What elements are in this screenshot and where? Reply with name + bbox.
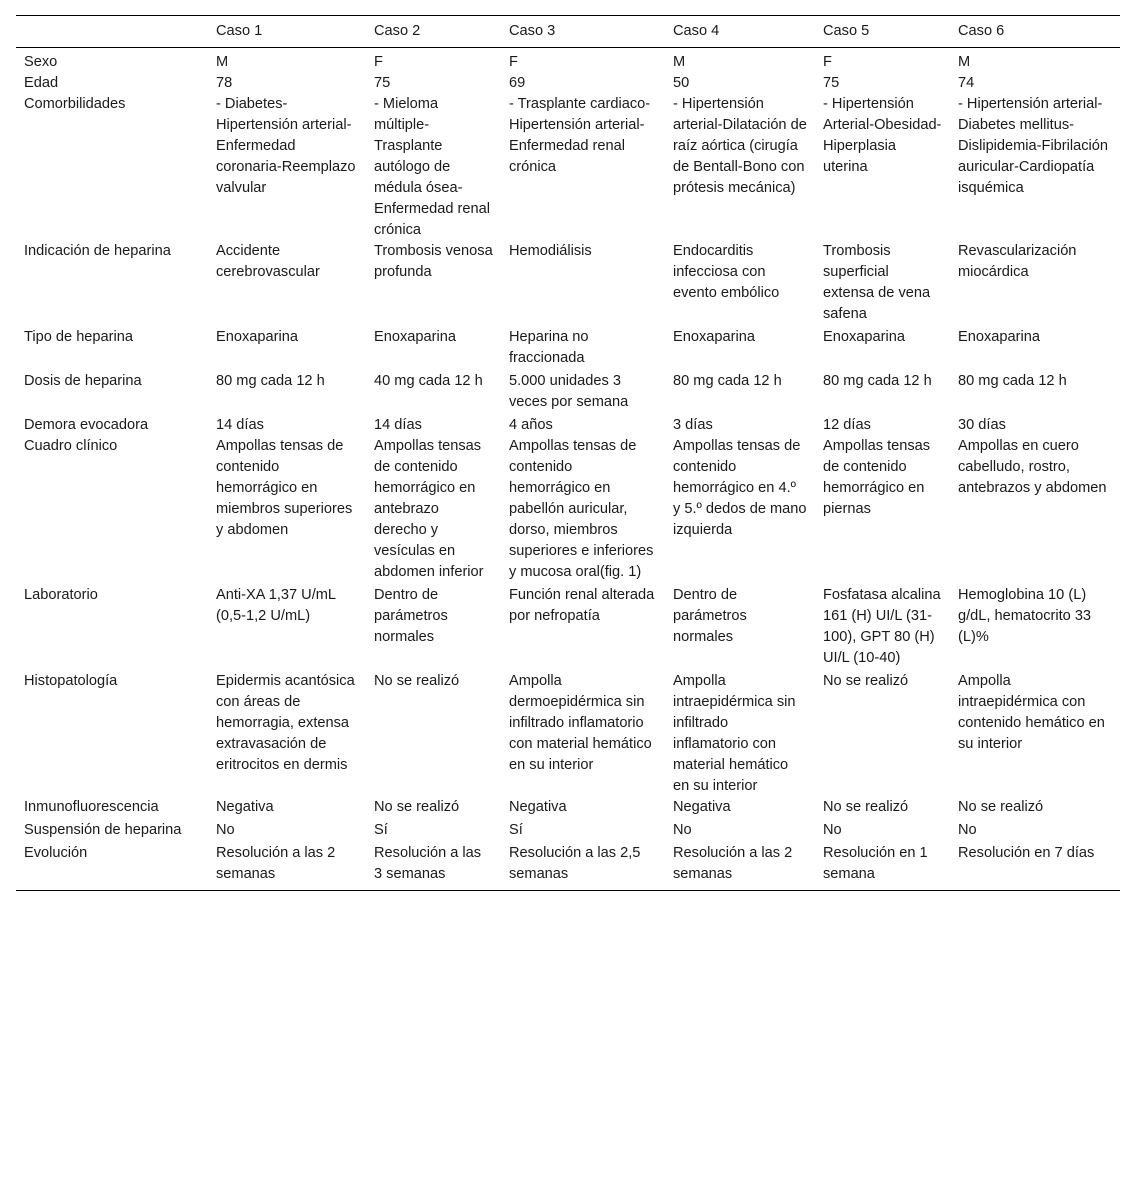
table-cell: F xyxy=(509,54,518,70)
table-cell: Resolución a las 2,5 semanas xyxy=(509,845,641,882)
table-cell: F xyxy=(823,54,832,70)
table-cell: Resolución a las 2 semanas xyxy=(673,845,793,882)
header-caso-6: Caso 6 xyxy=(958,23,1005,39)
table-cell: 75 xyxy=(823,75,840,91)
table-cell: 80 mg cada 12 h xyxy=(673,373,782,389)
row-label: Cuadro clínico xyxy=(24,438,118,454)
row-label: Edad xyxy=(24,75,59,91)
header-row xyxy=(16,16,1120,48)
table-cell: - Hipertensión Arterial-Obesidad-Hiperplasia uterina xyxy=(823,96,942,175)
table-cell: Ampollas tensas de contenido hemorrágico en 4.º y 5.º dedos de mano izquierda xyxy=(673,438,807,538)
table-cell: 80 mg cada 12 h xyxy=(216,373,325,389)
table-cell: Ampollas tensas de contenido hemorrágico en pabellón auricular, dorso, miembros superiores e inferiores y mucosa oral(fig. 1) xyxy=(509,438,654,580)
table-cell: 80 mg cada 12 h xyxy=(958,373,1067,389)
row-evolucion xyxy=(16,843,1120,891)
table-header xyxy=(16,16,1120,48)
table-cell: Trombosis superficial extensa de vena safena xyxy=(823,243,931,322)
header-caso-1: Caso 1 xyxy=(216,23,263,39)
table-cell: Ampollas en cuero cabelludo, rostro, antebrazos y abdomen xyxy=(958,438,1107,496)
table-cell: 14 días xyxy=(216,417,264,433)
row-label: Sexo xyxy=(24,54,58,70)
row-comorbilidades xyxy=(16,94,1120,241)
header-corner xyxy=(16,16,208,48)
table-cell: No se realizó xyxy=(823,799,909,815)
table-cell: - Hipertensión arterial- Diabetes mellitus-Dislipidemia-Fibrilación auricular-Cardiopatía isquémica xyxy=(958,96,1109,196)
table-cell: Heparina no fraccionada xyxy=(509,329,589,366)
table-cell: Resolución a las 3 semanas xyxy=(374,845,482,882)
table-cell: 14 días xyxy=(374,417,422,433)
table-cell: Enoxaparina xyxy=(673,329,755,345)
table-cell: 30 días xyxy=(958,417,1006,433)
table-cell: M xyxy=(958,54,971,70)
row-laboratorio xyxy=(16,585,1120,671)
table-cell: No se realizó xyxy=(958,799,1044,815)
table-cell: Negativa xyxy=(673,799,731,815)
table-body xyxy=(16,48,1120,891)
table-cell: No xyxy=(823,822,842,838)
table-cell: Sí xyxy=(509,822,523,838)
table-cell: Accidente cerebrovascular xyxy=(216,243,320,280)
table-cell: 50 xyxy=(673,75,690,91)
row-label: Demora evocadora xyxy=(24,417,149,433)
table-cell: No xyxy=(958,822,977,838)
row-indicacion xyxy=(16,241,1120,327)
table-cell: Sí xyxy=(374,822,388,838)
row-label: Histopatología xyxy=(24,673,118,689)
table-cell: 78 xyxy=(216,75,233,91)
table-cell: 3 días xyxy=(673,417,713,433)
table-cell: Fosfatasa alcalina 161 (H) UI/L (31-100), GPT 80 (H) UI/L (10-40) xyxy=(823,587,941,666)
table-cell: Enoxaparina xyxy=(823,329,905,345)
table-cell: 40 mg cada 12 h xyxy=(374,373,483,389)
row-label: Tipo de heparina xyxy=(24,329,133,345)
table-cell: No se realizó xyxy=(374,673,460,689)
table-cell: No se realizó xyxy=(823,673,909,689)
table-cell: - Hipertensión arterial-Dilatación de raíz aórtica (cirugía de Bentall-Bono con prótesis mecánica) xyxy=(673,96,807,196)
table-cell: Ampollas tensas de contenido hemorrágico en antebrazo derecho y vesículas en abdomen inferior xyxy=(374,438,484,580)
table-cell: 75 xyxy=(374,75,391,91)
table-cell: Dentro de parámetros normales xyxy=(374,587,448,645)
table-cell: Ampollas tensas de contenido hemorrágico en piernas xyxy=(823,438,931,517)
table-cell: 4 años xyxy=(509,417,553,433)
table-cell: 74 xyxy=(958,75,975,91)
row-dosis xyxy=(16,371,1120,415)
table-cell: No xyxy=(216,822,235,838)
row-sexo xyxy=(16,48,1120,74)
row-tipo-heparina xyxy=(16,327,1120,371)
header-caso-3: Caso 3 xyxy=(509,23,556,39)
table-cell: Enoxaparina xyxy=(958,329,1040,345)
row-inmunofluorescencia xyxy=(16,797,1120,820)
table-cell: M xyxy=(216,54,229,70)
table-cell: Endocarditis infecciosa con evento embólico xyxy=(673,243,780,301)
table-cell: Enoxaparina xyxy=(374,329,456,345)
table-cell: Epidermis acantósica con áreas de hemorragia, extensa extravasación de eritrocitos en dermis xyxy=(216,673,355,773)
table-cell: - Diabetes-Hipertensión arterial-Enfermedad coronaria-Reemplazo valvular xyxy=(216,96,356,196)
table-cell: Dentro de parámetros normales xyxy=(673,587,747,645)
table-cell: Ampolla intraepidérmica sin infiltrado inflamatorio con material hemático en su interior xyxy=(673,673,796,794)
table-cell: Hemoglobina 10 (L) g/dL, hematocrito 33 (L)% xyxy=(958,587,1092,645)
row-demora xyxy=(16,415,1120,436)
table-cell: - Mieloma múltiple-Trasplante autólogo de médula ósea-Enfermedad renal crónica xyxy=(374,96,491,238)
table-cell: Resolución a las 2 semanas xyxy=(216,845,336,882)
table-cell: 5.000 unidades 3 veces por semana xyxy=(509,373,629,410)
table-cell: Ampolla intraepidérmica con contenido hemático en su interior xyxy=(958,673,1105,752)
table-cell: Revascularización miocárdica xyxy=(958,243,1077,280)
case-comparison-table xyxy=(16,15,1120,891)
table-cell: Ampolla dermoepidérmica sin infiltrado inflamatorio con material hemático en su interior xyxy=(509,673,652,773)
header-caso-2: Caso 2 xyxy=(374,23,421,39)
table-cell: Hemodiálisis xyxy=(509,243,592,259)
table-cell: Trombosis venosa profunda xyxy=(374,243,493,280)
row-label: Inmunofluorescencia xyxy=(24,799,159,815)
row-label: Dosis de heparina xyxy=(24,373,142,389)
table-cell: F xyxy=(374,54,383,70)
table-cell: Resolución en 1 semana xyxy=(823,845,928,882)
table-cell: Anti-XA 1,37 U/mL (0,5-1,2 U/mL) xyxy=(216,587,336,624)
row-histopatologia xyxy=(16,671,1120,797)
table-cell: Resolución en 7 días xyxy=(958,845,1095,861)
table-cell: 80 mg cada 12 h xyxy=(823,373,932,389)
row-suspension xyxy=(16,820,1120,843)
row-cuadro-clinico xyxy=(16,436,1120,585)
table-cell: No se realizó xyxy=(374,799,460,815)
table-cell: Negativa xyxy=(216,799,274,815)
row-label: Laboratorio xyxy=(24,587,98,603)
table-cell: M xyxy=(673,54,686,70)
table-cell: 69 xyxy=(509,75,526,91)
table-cell: Función renal alterada por nefropatía xyxy=(509,587,655,624)
row-label: Indicación de heparina xyxy=(24,243,171,259)
row-label: Evolución xyxy=(24,845,88,861)
table-cell: Enoxaparina xyxy=(216,329,298,345)
table-cell: - Trasplante cardiaco-Hipertensión arterial-Enfermedad renal crónica xyxy=(509,96,651,175)
row-edad xyxy=(16,73,1120,94)
table-cell: Negativa xyxy=(509,799,567,815)
header-caso-4: Caso 4 xyxy=(673,23,720,39)
row-label: Comorbilidades xyxy=(24,96,126,112)
header-caso-5: Caso 5 xyxy=(823,23,870,39)
row-label: Suspensión de heparina xyxy=(24,822,182,838)
table-cell: Ampollas tensas de contenido hemorrágico en miembros superiores y abdomen xyxy=(216,438,353,538)
table-cell: 12 días xyxy=(823,417,871,433)
table-cell: No xyxy=(673,822,692,838)
